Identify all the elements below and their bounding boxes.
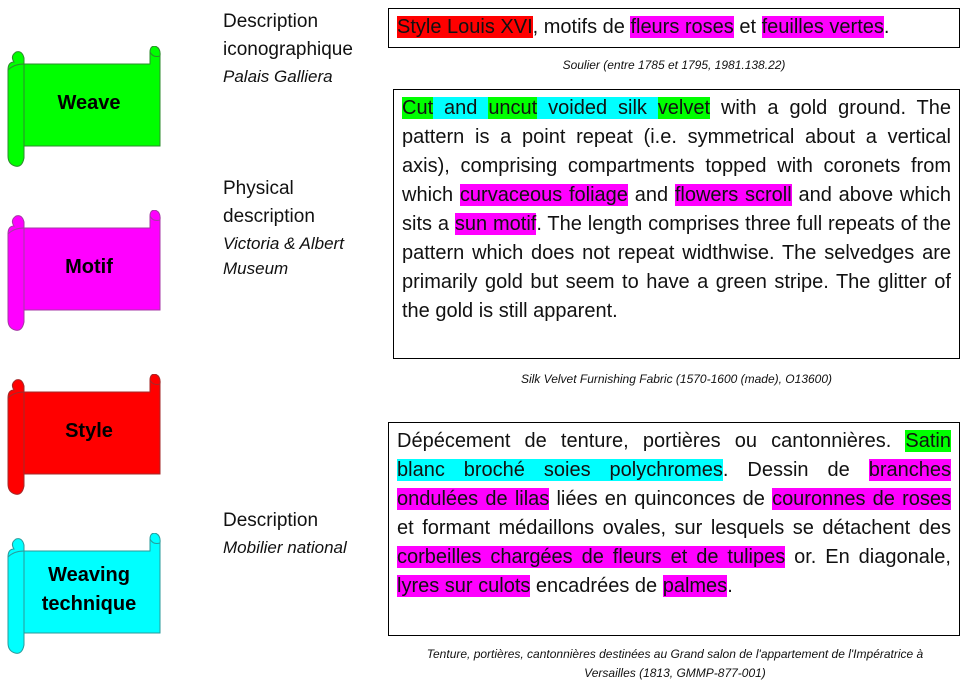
source-title: Description (223, 510, 319, 531)
text-segment: and above which sits a (402, 184, 952, 235)
highlight-technique: and (433, 97, 489, 119)
caption-mobilier: Tenture, portières, cantonnières destinées au Grand salon de l'appartement de l'Impératrice à Versailles (1813, GMMP-877-001) (426, 647, 924, 680)
legend-label-weaving-technique: Weaving technique (41, 564, 137, 615)
highlight-technique: blanc broché soies polychromes (397, 459, 723, 481)
text-segment: and (627, 184, 675, 206)
highlight-motif: corbeilles chargées de fleurs et de tulipes (397, 546, 786, 568)
source-institution: Mobilier national (223, 538, 347, 557)
source-heading-galliera (223, 8, 383, 89)
text-segment: with a gold ground. The pattern is a point repeat (i.e. symmetrical about a vertical axis), comprising compartments topped with coronets from which (402, 97, 952, 206)
highlight-motif: fleurs roses (630, 16, 734, 38)
text-segment: et (733, 16, 762, 38)
text-segment: et formant médaillons ovales, sur lesquels se détachent des (397, 517, 951, 539)
text-box-va (393, 89, 960, 359)
text-segment: or. En diagonale, (785, 546, 951, 568)
caption-galliera: Soulier (entre 1785 et 1795, 1981.138.22) (562, 58, 786, 72)
source-title: Description iconographique (223, 11, 353, 60)
highlight-weave: velvet (657, 97, 711, 119)
highlight-motif: couronnes de roses (772, 488, 952, 510)
text-segment: Dépécement de tenture, portières ou cantonnières. (397, 430, 906, 452)
source-heading-mobilier (223, 507, 383, 560)
highlight-motif: curvaceous foliage (459, 184, 628, 206)
highlight-motif: flowers scroll (674, 184, 792, 206)
highlight-style: Style Louis XVI (397, 16, 533, 38)
legend-scroll-motif (0, 210, 170, 320)
text-segment: . The length comprises three full repeats of the pattern which does not repeat widthwise. The selvedges are primarily gold but seem to have a green stripe. The glitter of the gold is still apparent. (402, 213, 951, 322)
highlight-motif: lyres sur culots (397, 575, 531, 597)
text-box-mobilier (388, 422, 960, 636)
highlight-technique: voided silk (537, 97, 658, 119)
text-segment: , motifs de (532, 16, 631, 38)
text-segment: encadrées de (530, 575, 663, 597)
text-box-galliera (388, 8, 960, 48)
legend-scroll-weave (0, 46, 170, 156)
highlight-weave: Satin (905, 430, 951, 452)
legend-label-motif: Motif (65, 255, 113, 278)
highlight-motif: palmes (662, 575, 728, 597)
legend-scroll-style (0, 374, 170, 484)
highlight-weave: Cut (402, 97, 434, 119)
highlight-motif: sun motif (454, 213, 537, 235)
highlight-motif: branches ondulées de lilas (397, 459, 951, 510)
highlight-weave: uncut (488, 97, 538, 119)
text-segment: liées en quinconces de (549, 488, 773, 510)
source-institution: Palais Galliera (223, 67, 333, 86)
text-segment: . (727, 575, 733, 597)
text-segment: . Dessin de (722, 459, 869, 481)
source-title: Physical description (223, 178, 315, 227)
legend-scroll-weaving-technique (0, 533, 170, 643)
highlight-motif: feuilles vertes (761, 16, 884, 38)
text-segment: . (883, 16, 890, 38)
legend-label-weave: Weave (57, 91, 121, 114)
caption-va: Silk Velvet Furnishing Fabric (1570-1600 (made), O13600) (520, 372, 833, 386)
legend-label-style: Style (65, 419, 113, 442)
source-heading-va (223, 175, 383, 281)
source-institution: Victoria & Albert Museum (223, 234, 344, 278)
